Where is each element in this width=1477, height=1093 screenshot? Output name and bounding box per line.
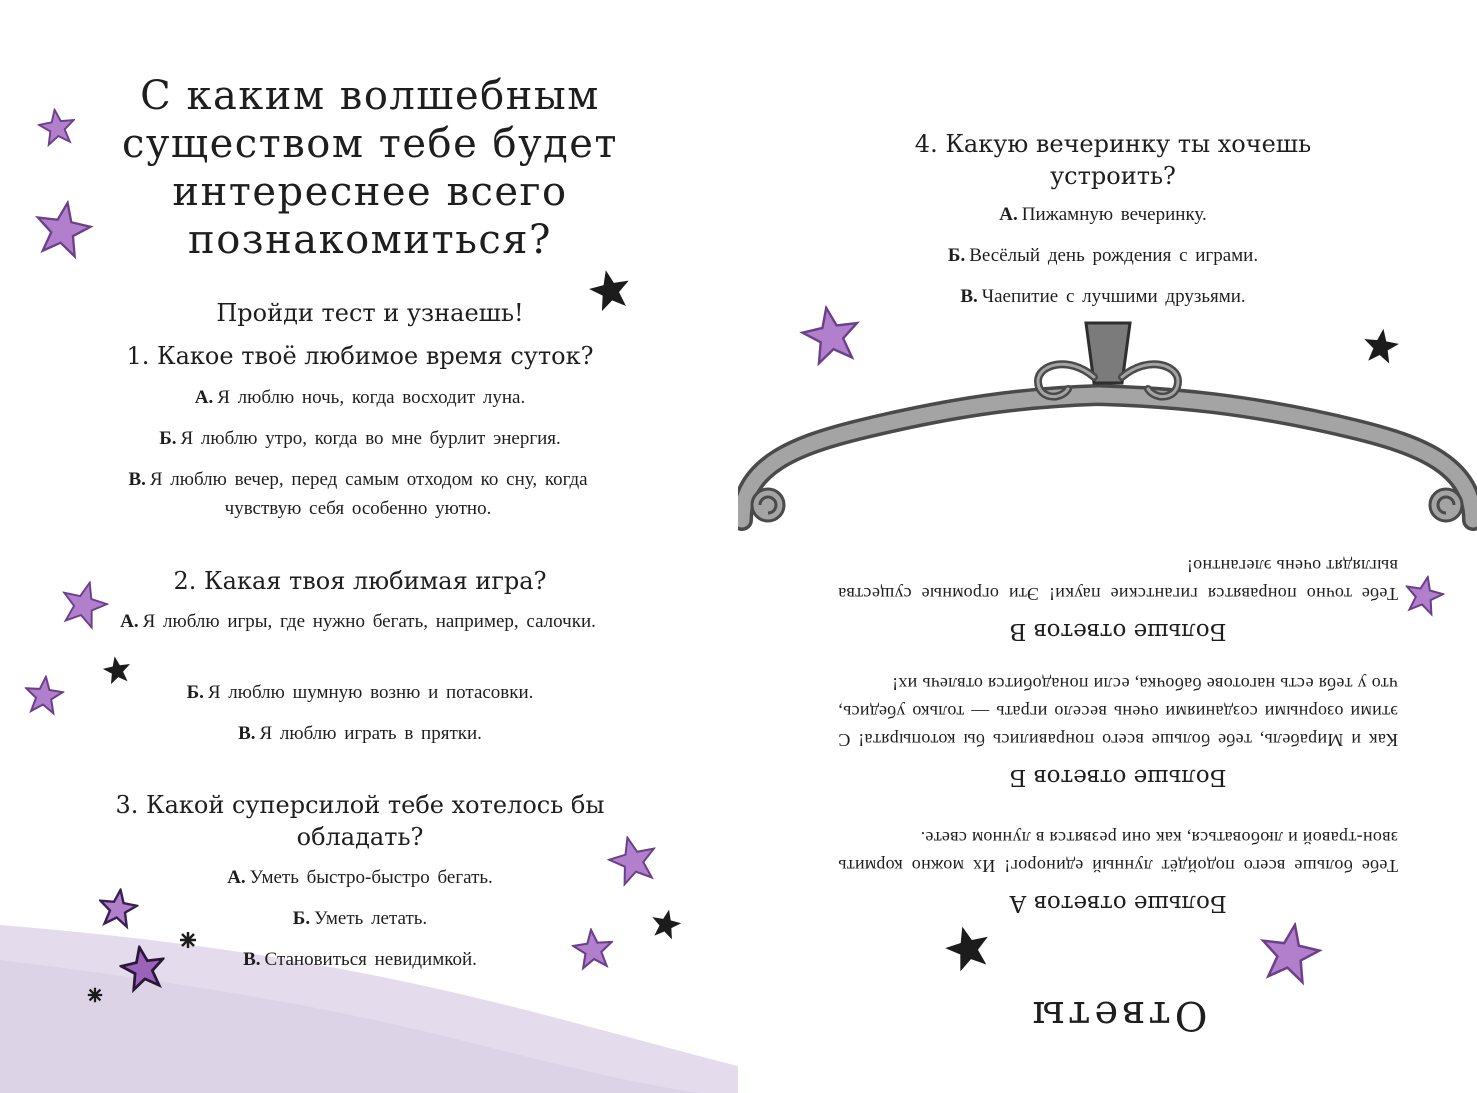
question-2: 2. Какая твоя любимая игра?	[173, 567, 547, 595]
q3-option-a: А. Уметь быстро-быстро бегать.	[227, 867, 493, 888]
q3-option-c: В. Становиться невидимкой.	[243, 949, 477, 970]
question-3: 3. Какой суперсилой тебе хотелось бы обладать?	[115, 791, 605, 851]
answers-a-text: Тебе больше всего подойдёт лунный единорог! Их можно кормить звон-травой и любоваться, как они резвятся в лунном свете.	[838, 828, 1398, 876]
purple-star-icon	[27, 195, 98, 263]
right-page	[738, 0, 1477, 1093]
answers-b-heading: Больше ответов Б	[1009, 764, 1227, 790]
purple-star-icon	[1253, 917, 1327, 989]
question-4: 4. Какую вечеринку ты хочешь устроить?	[914, 130, 1312, 190]
q1-option-b: Б. Я люблю утро, когда во мне бурлит энергия.	[159, 428, 561, 449]
q1-option-a: А. Я люблю ночь, когда восходит луна.	[194, 387, 526, 408]
purple-star-icon	[22, 673, 66, 717]
answers-a-heading: Больше ответов А	[1009, 890, 1227, 916]
q4-option-b: Б. Весёлый день рождения с играми.	[947, 245, 1259, 266]
purple-star-icon	[116, 941, 169, 994]
purple-star-icon	[36, 106, 79, 149]
purple-star-icon	[1400, 571, 1447, 618]
answers-c-text: Тебе точно понравятся гигантские пауки! Эти огромные существа выглядят очень элегантно!	[838, 556, 1398, 604]
q3-option-b: Б. Уметь летать.	[292, 908, 428, 929]
q4-option-a: А. Пижамную вечеринку.	[999, 204, 1207, 225]
question-1: 1. Какое твоё любимое время суток?	[126, 342, 594, 370]
answers-b-text: Как и Мирабель, тебе больше всего понравились бы котопырята! С этими озорными созданиями очень весело играть — только убедись, что у тебя есть наготове бабочка, если понадобится отвлечь их!	[838, 674, 1398, 750]
quiz-subtitle: Пройди тест и узнаешь!	[216, 299, 524, 327]
quiz-title: С каким волшебным существом тебе будет интереснее всего познакомиться?	[121, 73, 619, 263]
left-page	[0, 0, 738, 1093]
black-star-icon	[584, 264, 636, 316]
black-star-icon	[1360, 325, 1403, 368]
purple-star-icon	[95, 885, 140, 930]
answers-heading: Ответы	[1028, 992, 1208, 1038]
q1-option-c: В. Я люблю вечер, перед самым отходом ко сну, когда чувствую себя особенно уютно.	[128, 469, 588, 519]
q2-option-b: Б. Я люблю шумную возню и потасовки.	[186, 682, 534, 703]
purple-star-icon	[570, 926, 616, 972]
q4-option-c: В. Чаепитие с лучшими друзьями.	[960, 286, 1246, 307]
q2-option-a: А. Я люблю игры, где нужно бегать, например, салочки.	[120, 611, 596, 632]
purple-star-icon	[795, 300, 866, 370]
black-star-icon	[647, 905, 685, 943]
black-star-icon	[100, 653, 135, 688]
q2-option-c: В. Я люблю играть в прятки.	[238, 723, 482, 744]
small-asterisk-icon	[178, 930, 198, 950]
small-asterisk-icon	[86, 986, 104, 1004]
answers-c-heading: Больше ответов В	[1009, 618, 1227, 644]
